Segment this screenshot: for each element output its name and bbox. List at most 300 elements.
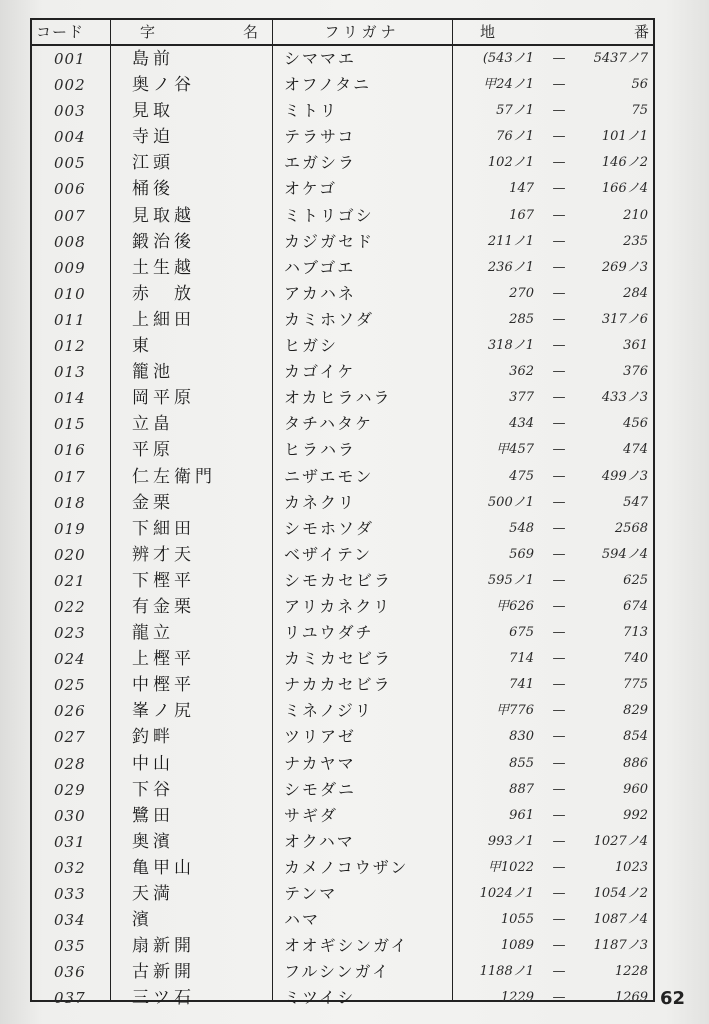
lot-dash: —: [552, 155, 566, 171]
row-lot-range: [464, 307, 652, 333]
table-row: [32, 933, 653, 959]
row-place-name: 寺迫: [132, 127, 174, 148]
lot-from: 236ノ1: [487, 259, 534, 275]
row-place-name: 岡平原: [132, 388, 195, 409]
row-place-name: 立畠: [132, 414, 174, 435]
lot-to: 1228: [614, 964, 648, 980]
table-row: [32, 490, 653, 516]
lot-to: 1023: [614, 859, 648, 875]
lot-to: 210: [623, 207, 648, 223]
lot-to: 56: [631, 77, 648, 93]
lot-dash: —: [552, 938, 566, 954]
lot-from: 434: [509, 416, 534, 432]
row-lot-range: [464, 907, 652, 933]
lot-dash: —: [552, 285, 566, 301]
row-furigana: カジガセド: [284, 231, 375, 251]
table-body: [32, 46, 653, 1011]
row-furigana: サギダ: [284, 805, 338, 825]
lot-to: 75: [631, 103, 648, 119]
table-row: [32, 72, 653, 98]
row-code: 007: [54, 206, 86, 225]
row-lot-range: [464, 959, 652, 985]
row-code: 001: [54, 50, 86, 68]
lot-from: 57ノ1: [496, 103, 534, 119]
row-furigana: ツリアゼ: [284, 727, 356, 747]
lot-from: 548: [509, 520, 534, 536]
lot-to: 361: [623, 338, 648, 354]
lot-to: 376: [623, 364, 648, 380]
row-lot-range: [464, 724, 652, 750]
lot-from: 211ノ1: [487, 233, 534, 249]
row-lot-range: [464, 255, 652, 281]
row-code: 014: [54, 389, 86, 408]
lot-from: 1024ノ1: [479, 886, 534, 901]
row-lot-range: [464, 855, 652, 881]
row-furigana: エガシラ: [284, 153, 357, 173]
row-furigana: カネクリ: [284, 492, 357, 512]
lot-to: 284: [623, 285, 648, 301]
table-row: [32, 542, 653, 568]
row-code: 025: [54, 676, 86, 695]
lot-from: (543ノ1: [482, 51, 534, 66]
place-name-ledger-table: [30, 18, 655, 1009]
row-place-name: 峯ノ尻: [132, 701, 195, 722]
row-code: 023: [54, 624, 86, 643]
row-furigana: カミホソダ: [284, 309, 374, 329]
row-place-name: 奥ノ谷: [132, 75, 195, 96]
lot-dash: —: [552, 181, 566, 197]
row-furigana: オケゴ: [284, 179, 338, 199]
lot-dash: —: [552, 964, 566, 980]
lot-dash: —: [552, 729, 566, 745]
row-code: 018: [54, 493, 86, 512]
row-furigana: ミツイシ: [284, 988, 356, 1008]
row-lot-range: [464, 542, 652, 568]
table-row: [32, 203, 653, 229]
lot-to: 1269: [614, 990, 648, 1006]
row-place-name: 濱: [132, 910, 153, 931]
lot-to: 674: [623, 598, 648, 614]
row-furigana: シモホソダ: [284, 518, 374, 538]
lot-dash: —: [552, 468, 566, 484]
table-row: [32, 176, 653, 202]
header-kana: フリガナ: [324, 23, 400, 41]
lot-dash: —: [552, 912, 566, 928]
row-code: 012: [54, 337, 86, 356]
row-code: 028: [54, 754, 86, 773]
row-place-name: 鷺田: [132, 805, 174, 826]
table-row: [32, 385, 653, 411]
table-row: [32, 411, 653, 437]
row-place-name: 見取: [132, 101, 174, 122]
lot-to: 713: [623, 625, 648, 641]
row-place-name: 釣畔: [132, 727, 174, 748]
lot-dash: —: [552, 233, 566, 249]
lot-dash: —: [552, 51, 566, 66]
lot-to: 854: [623, 729, 648, 745]
table-row: [32, 150, 653, 176]
row-lot-range: [464, 150, 652, 176]
row-lot-range: [464, 568, 652, 594]
lot-to: 829: [623, 703, 648, 719]
lot-to: 5437ノ7: [593, 51, 648, 66]
table-row: [32, 620, 653, 646]
row-place-name: 上細田: [132, 309, 195, 330]
row-lot-range: [464, 411, 652, 437]
lot-dash: —: [552, 755, 566, 771]
lot-from: 甲626: [496, 598, 534, 614]
row-furigana: ミトリ: [284, 101, 339, 121]
lot-dash: —: [552, 311, 566, 327]
table-row: [32, 777, 653, 803]
row-place-name: 中山: [132, 753, 174, 774]
row-place-name: 金栗: [132, 492, 174, 513]
row-lot-range: [464, 516, 652, 542]
row-furigana: カゴイケ: [284, 362, 356, 382]
row-lot-range: [464, 333, 652, 359]
lot-from: 1089: [500, 938, 534, 954]
row-code: 029: [54, 780, 86, 799]
lot-from: 362: [509, 364, 534, 380]
row-furigana: シモダニ: [284, 779, 357, 799]
lot-to: 775: [623, 677, 648, 693]
table-row: [32, 724, 653, 750]
row-furigana: フルシンガイ: [284, 962, 391, 982]
row-code: 009: [54, 258, 86, 277]
row-lot-range: [464, 385, 652, 411]
lot-dash: —: [552, 129, 566, 145]
row-furigana: ハブゴエ: [284, 257, 356, 277]
lot-dash: —: [552, 625, 566, 641]
header-lot-number: [452, 20, 657, 44]
lot-dash: —: [552, 546, 566, 562]
lot-dash: —: [552, 859, 566, 875]
row-place-name: 龍立: [132, 623, 174, 644]
header-lot-part2: 番: [633, 23, 649, 41]
row-furigana: シママエ: [284, 49, 357, 68]
lot-dash: —: [552, 886, 566, 901]
lot-from: 961: [509, 807, 534, 823]
table-row: [32, 333, 653, 359]
table-row: [32, 255, 653, 281]
table-row: [32, 855, 653, 881]
row-lot-range: [464, 46, 652, 72]
row-place-name: 土生越: [132, 257, 195, 278]
lot-from: 76ノ1: [496, 129, 534, 145]
row-place-name: 見取越: [132, 205, 195, 226]
lot-to: 146ノ2: [601, 155, 648, 171]
row-code: 017: [54, 467, 86, 486]
row-furigana: タチハタケ: [284, 414, 374, 434]
row-place-name: 中樫平: [132, 675, 195, 696]
lot-from: 147: [509, 181, 534, 197]
row-lot-range: [464, 464, 652, 490]
lot-dash: —: [552, 207, 566, 223]
lot-dash: —: [552, 364, 566, 380]
row-lot-range: [464, 124, 652, 150]
header-name-part1: 字: [140, 23, 156, 41]
lot-dash: —: [552, 390, 566, 406]
lot-to: 1054ノ2: [593, 886, 648, 901]
row-furigana: ニザエモン: [284, 466, 374, 486]
row-code: 003: [54, 102, 86, 121]
lot-to: 433ノ3: [601, 390, 648, 406]
lot-to: 547: [623, 494, 648, 510]
row-furigana: ヒガシ: [284, 336, 339, 356]
row-code: 037: [54, 989, 86, 1008]
lot-to: 1187ノ3: [593, 938, 648, 954]
lot-to: 166ノ4: [601, 181, 648, 197]
row-furigana: ナカカセビラ: [284, 675, 392, 695]
lot-from: 500ノ1: [487, 494, 534, 510]
row-furigana: ベザイテン: [284, 544, 373, 564]
lot-dash: —: [552, 833, 566, 849]
lot-from: 741: [509, 677, 534, 693]
row-code: 011: [54, 310, 86, 329]
row-furigana: ミネノジリ: [284, 701, 373, 721]
row-lot-range: [464, 985, 652, 1011]
lot-from: 993ノ1: [487, 833, 534, 849]
row-code: 026: [54, 702, 86, 721]
row-code: 035: [54, 937, 86, 956]
row-furigana: カメノコウザン: [284, 857, 409, 877]
lot-from: 475: [509, 468, 534, 484]
row-code: 032: [54, 858, 86, 877]
lot-to: 886: [623, 755, 648, 771]
table-row: [32, 359, 653, 385]
table-row: [32, 698, 653, 724]
row-lot-range: [464, 751, 652, 777]
header-code: コード: [36, 23, 85, 41]
lot-from: 1055: [500, 912, 534, 928]
lot-from: 377: [509, 390, 534, 406]
row-furigana: テンマ: [284, 884, 338, 903]
lot-dash: —: [552, 703, 566, 719]
row-place-name: 扇新開: [132, 936, 195, 957]
row-place-name: 奥濱: [132, 831, 174, 852]
table-row: [32, 46, 653, 72]
row-place-name: 辨才天: [132, 544, 195, 565]
row-furigana: アカハネ: [284, 283, 356, 303]
lot-to: 499ノ3: [601, 468, 648, 484]
row-code: 036: [54, 963, 86, 982]
lot-from: 1229: [500, 990, 534, 1006]
row-furigana: オカヒラハラ: [284, 388, 392, 408]
row-code: 031: [54, 832, 86, 851]
table-row: [32, 516, 653, 542]
row-furigana: ミトリゴシ: [284, 205, 374, 225]
header-lot-part1: 地: [480, 23, 496, 41]
row-code: 006: [54, 180, 86, 199]
row-place-name: 島前: [132, 49, 174, 69]
table-row: [32, 281, 653, 307]
row-lot-range: [464, 490, 652, 516]
lot-to: 269ノ3: [601, 259, 648, 275]
row-furigana: ハマ: [284, 910, 321, 930]
table-row: [32, 229, 653, 255]
lot-dash: —: [552, 781, 566, 797]
row-lot-range: [464, 281, 652, 307]
lot-dash: —: [552, 77, 566, 93]
row-code: 016: [54, 441, 86, 460]
row-furigana: アリカネクリ: [284, 596, 392, 616]
table-row: [32, 959, 653, 985]
lot-from: 1188ノ1: [479, 964, 534, 980]
lot-from: 887: [509, 781, 534, 797]
page-number: 62: [660, 988, 686, 1009]
row-furigana: テラサコ: [284, 127, 356, 147]
row-code: 021: [54, 571, 86, 590]
lot-dash: —: [552, 259, 566, 275]
row-code: 034: [54, 911, 86, 930]
row-furigana: ナカヤマ: [284, 753, 356, 773]
lot-from: 714: [509, 651, 534, 667]
lot-from: 270: [509, 285, 534, 301]
lot-dash: —: [552, 520, 566, 536]
lot-from: 甲1022: [487, 859, 534, 875]
lot-from: 675: [509, 625, 534, 641]
lot-dash: —: [552, 103, 566, 119]
table-row: [32, 568, 653, 594]
row-code: 002: [54, 76, 86, 95]
lot-from: 甲457: [496, 442, 534, 458]
row-lot-range: [464, 620, 652, 646]
table-row: [32, 437, 653, 463]
table-row: [32, 464, 653, 490]
row-code: 004: [54, 128, 86, 147]
row-furigana: オオギシンガイ: [284, 936, 409, 956]
row-place-name: 下樫平: [132, 570, 195, 591]
table-row: [32, 803, 653, 829]
lot-dash: —: [552, 416, 566, 432]
row-lot-range: [464, 594, 652, 620]
row-place-name: 平原: [132, 440, 174, 461]
lot-dash: —: [552, 990, 566, 1006]
lot-to: 317ノ6: [601, 311, 648, 327]
lot-to: 456: [623, 416, 648, 432]
row-code: 005: [54, 154, 86, 173]
lot-from: 167: [509, 207, 534, 223]
row-place-name: 天満: [132, 884, 174, 904]
lot-from: 318ノ1: [487, 338, 534, 354]
lot-to: 625: [623, 572, 648, 588]
row-lot-range: [464, 803, 652, 829]
table-row: [32, 985, 653, 1011]
table-row: [32, 881, 653, 907]
lot-from: 830: [509, 729, 534, 745]
lot-dash: —: [552, 807, 566, 823]
lot-dash: —: [552, 677, 566, 693]
row-code: 019: [54, 519, 86, 538]
lot-from: 甲24ノ1: [483, 77, 534, 93]
row-place-name: 下細田: [132, 518, 195, 539]
lot-dash: —: [552, 598, 566, 614]
row-lot-range: [464, 203, 652, 229]
lot-to: 474: [623, 442, 648, 458]
lot-from: 102ノ1: [487, 155, 534, 171]
row-code: 010: [54, 284, 86, 303]
lot-dash: —: [552, 572, 566, 588]
row-place-name: 下谷: [132, 779, 174, 800]
lot-from: 595ノ1: [487, 572, 534, 588]
lot-dash: —: [552, 494, 566, 510]
row-place-name: 赤 放: [132, 283, 195, 304]
header-name-part2: 名: [242, 23, 258, 41]
row-furigana: カミカセビラ: [284, 649, 393, 669]
table-row: [32, 751, 653, 777]
lot-to: 740: [623, 651, 648, 667]
row-code: 020: [54, 545, 86, 564]
row-code: 022: [54, 597, 86, 616]
row-lot-range: [464, 437, 652, 463]
row-place-name: 有金栗: [132, 596, 195, 617]
row-place-name: 古新開: [132, 962, 195, 983]
lot-to: 235: [623, 233, 648, 249]
row-place-name: 鍛治後: [132, 231, 195, 252]
row-lot-range: [464, 359, 652, 385]
row-furigana: リユウダチ: [284, 623, 374, 643]
row-lot-range: [464, 698, 652, 724]
lot-from: 855: [509, 755, 534, 771]
row-lot-range: [464, 72, 652, 98]
lot-from: 甲776: [496, 703, 534, 719]
row-furigana: オクハマ: [284, 831, 355, 851]
row-code: 024: [54, 650, 86, 669]
row-code: 033: [54, 885, 86, 903]
table-row: [32, 307, 653, 333]
lot-dash: —: [552, 442, 566, 458]
table-row: [32, 594, 653, 620]
lot-dash: —: [552, 651, 566, 667]
row-lot-range: [464, 98, 652, 124]
row-code: 008: [54, 232, 86, 251]
lot-dash: —: [552, 338, 566, 354]
lot-to: 1027ノ4: [593, 833, 648, 849]
row-place-name: 仁左衛門: [132, 466, 216, 487]
row-code: 013: [54, 363, 86, 382]
table-row: [32, 98, 653, 124]
row-lot-range: [464, 777, 652, 803]
table-row: [32, 829, 653, 855]
row-furigana: ヒラハラ: [284, 440, 357, 460]
row-place-name: 上樫平: [132, 649, 195, 670]
row-furigana: オフノタニ: [284, 75, 372, 95]
row-lot-range: [464, 646, 652, 672]
row-place-name: 江頭: [132, 153, 174, 174]
row-code: 015: [54, 415, 86, 434]
lot-to: 1087ノ4: [593, 912, 648, 928]
lot-from: 569: [509, 546, 534, 562]
table-row: [32, 646, 653, 672]
table-row: [32, 907, 653, 933]
row-lot-range: [464, 672, 652, 698]
lot-to: 594ノ4: [601, 546, 648, 562]
row-furigana: シモカセビラ: [284, 570, 393, 590]
row-place-name: 桶後: [132, 179, 174, 200]
lot-to: 101ノ1: [601, 129, 648, 145]
row-lot-range: [464, 176, 652, 202]
row-lot-range: [464, 829, 652, 855]
row-place-name: 亀甲山: [132, 857, 195, 878]
table-row: [32, 672, 653, 698]
row-code: 027: [54, 728, 86, 747]
lot-to: 2568: [614, 520, 648, 536]
row-lot-range: [464, 933, 652, 959]
lot-from: 285: [509, 311, 534, 327]
lot-to: 992: [623, 807, 648, 823]
row-place-name: 三ツ石: [132, 988, 195, 1009]
row-code: 030: [54, 806, 86, 825]
